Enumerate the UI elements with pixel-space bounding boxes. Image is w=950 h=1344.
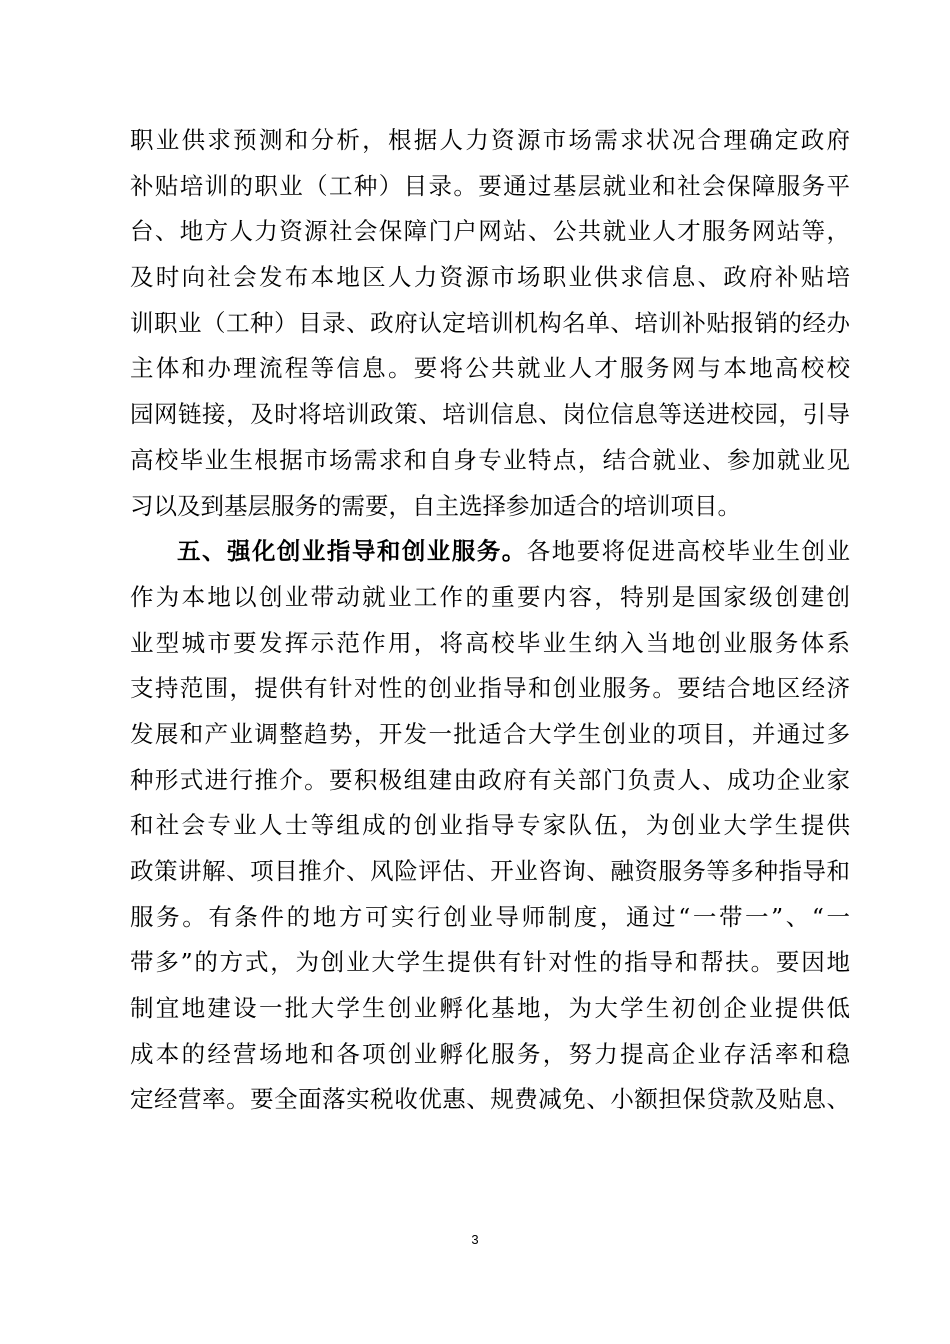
text-line: 训职业（工种）目录、政府认定培训机构名单、培训补贴报销的经办 [130, 308, 850, 337]
text-line: 职业供求预测和分析，根据人力资源市场需求状况合理确定政府 [130, 126, 850, 154]
text-line: 业型城市要发挥示范作用，将高校毕业生纳入当地创业服务体系 [130, 628, 850, 657]
text-line: 高校毕业生根据市场需求和自身专业特点，结合就业、参加就业见 [130, 445, 850, 474]
text-line: 成本的经营场地和各项创业孵化服务，努力提高企业存活率和稳 [130, 1039, 850, 1068]
text-line: 台、地方人力资源社会保障门户网站、公共就业人才服务网站等， [130, 217, 850, 246]
document-body [130, 118, 850, 1123]
text-line: 政策讲解、项目推介、风险评估、开业咨询、融资服务等多种指导和 [130, 857, 850, 885]
section-first-line [130, 529, 850, 575]
section-first-line-text: 各地要将促进高校毕业生创业 [526, 537, 851, 566]
text-line: 及时向社会发布本地区人力资源市场职业供求信息、政府补贴培 [130, 263, 850, 292]
paragraph-training-info [130, 118, 850, 529]
text-line: 和社会专业人士等组成的创业指导专家队伍，为创业大学生提供 [130, 811, 850, 840]
text-line: 服务。有条件的地方可实行创业导师制度，通过“一带一”、“一 [130, 902, 850, 931]
text-line: 主体和办理流程等信息。要将公共就业人才服务网与本地高校校 [130, 354, 850, 383]
text-line: 习以及到基层服务的需要，自主选择参加适合的培训项目。 [130, 491, 741, 520]
text-line: 支持范围，提供有针对性的创业指导和创业服务。要结合地区经济 [130, 674, 850, 703]
text-line: 带多”的方式，为创业大学生提供有针对性的指导和帮扶。要因地 [130, 948, 850, 977]
page-number: 3 [471, 1232, 479, 1247]
paragraph-entrepreneurship [130, 529, 850, 1123]
section-heading: 五、强化创业指导和创业服务。 [177, 537, 527, 566]
text-line: 制宜地建设一批大学生创业孵化基地，为大学生初创企业提供低 [130, 994, 850, 1023]
text-line: 定经营率。要全面落实税收优惠、规费减免、小额担保贷款及贴息、 [130, 1085, 850, 1114]
text-line: 发展和产业调整趋势，开发一批适合大学生创业的项目，并通过多 [130, 719, 850, 748]
text-line: 园网链接，及时将培训政策、培训信息、岗位信息等送进校园，引导 [130, 400, 850, 429]
text-line: 作为本地以创业带动就业工作的重要内容，特别是国家级创建创 [130, 582, 850, 611]
text-line: 种形式进行推介。要积极组建由政府有关部门负责人、成功企业家 [130, 765, 850, 794]
text-line: 补贴培训的职业（工种）目录。要通过基层就业和社会保障服务平 [130, 171, 850, 200]
